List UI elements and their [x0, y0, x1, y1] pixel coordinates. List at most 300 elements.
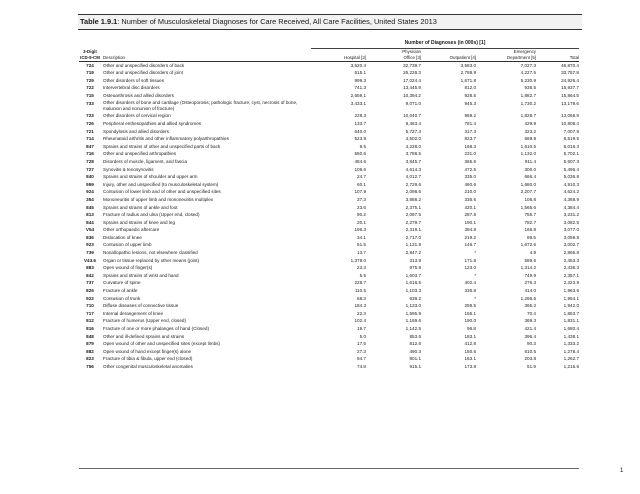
table-body	[79, 61, 579, 370]
table-row	[79, 348, 579, 356]
hospital-cell: 515.1	[354, 70, 366, 76]
icd-code-cell: 737	[86, 280, 94, 286]
icd-code-cell: 722	[86, 85, 94, 91]
icd-code-cell: 714	[86, 136, 94, 142]
outpatient-cell: 96.8	[467, 326, 476, 331]
total-cell: 15,864.5	[561, 92, 579, 98]
outpatient-cell: 812.0	[464, 85, 476, 91]
physician-office-cell: 2,097.5	[405, 212, 421, 218]
group-header: Number of Diagnoses (in 000s) [1]	[311, 40, 579, 48]
hospital-cell: 107.9	[354, 189, 366, 195]
total-cell: 1,954.1	[563, 295, 579, 301]
hospital-cell: 51.5	[357, 242, 366, 248]
total-cell: 33,757.8	[561, 70, 579, 76]
total-cell: 3,059.8	[563, 234, 579, 240]
outpatient-cell: 190.0	[464, 318, 476, 324]
table-row	[79, 333, 579, 341]
emergency-department-cell: 666.4	[524, 174, 536, 180]
table-row	[79, 257, 579, 265]
description-cell: Rheumatoid arthritis and other inflammatory polyarthropathies	[103, 136, 229, 142]
outpatient-cell: 173.8	[464, 363, 476, 369]
outpatient-cell: 165.1	[464, 310, 476, 316]
physician-office-cell: 1,131.9	[405, 242, 421, 248]
emergency-department-cell: 1,610.5	[520, 143, 536, 149]
table-row	[79, 188, 579, 196]
total-cell: 4,624.2	[563, 189, 579, 195]
col-header-description: Description	[101, 55, 311, 62]
table-row	[79, 204, 579, 212]
outpatient-cell: 163.1	[464, 356, 476, 362]
icd-code-cell: 959	[86, 181, 94, 187]
hospital-cell: 27.3	[357, 348, 366, 354]
total-cell: 13,066.9	[561, 113, 579, 119]
outpatient-cell: 336.6	[464, 196, 476, 202]
icd-code-cell: V54	[85, 227, 95, 233]
hospital-cell: 3,520.4	[350, 62, 366, 68]
physician-office-cell: 2,729.6	[405, 181, 421, 187]
table-row	[79, 166, 579, 174]
description-cell: Other orthopaedic aftercare	[103, 227, 160, 233]
icd-code-cell: 882	[86, 348, 94, 354]
description-cell: Other disorders of soft tissues	[103, 77, 165, 83]
table-row	[79, 158, 579, 166]
total-cell: 3,082.5	[563, 219, 579, 225]
table-row	[79, 279, 579, 287]
description-cell: Other and ill-defined sprains and strains	[103, 333, 185, 339]
physician-office-cell: 5,727.4	[405, 128, 421, 134]
physician-office-cell: 853.6	[409, 333, 421, 339]
outpatient-cell: 928.5	[464, 92, 476, 98]
outpatient-cell: 823.7	[464, 136, 476, 142]
total-cell: 5,496.4	[563, 166, 579, 172]
hospital-cell: 741.3	[354, 85, 366, 91]
outpatient-cell: *	[474, 250, 476, 256]
total-cell: 1,215.6	[563, 363, 579, 369]
physician-office-cell: 4,228.0	[405, 143, 421, 149]
description-cell: Other disorders of cervical region	[103, 113, 171, 119]
description-cell: Curvature of spine	[103, 280, 141, 286]
table-row	[79, 287, 579, 295]
description-cell: Open wound of finger(s)	[103, 265, 153, 271]
total-cell: 3,231.2	[563, 212, 579, 218]
description-cell: Osteoarthrosis and allied disorders	[103, 92, 174, 98]
description-cell: Contusion of trunk	[103, 295, 141, 301]
table-row	[79, 135, 579, 143]
emergency-department-cell: 669.9	[524, 136, 536, 142]
icd-code-cell: 723	[86, 113, 94, 119]
hospital-cell: 20.1	[357, 219, 366, 225]
emergency-department-cell: 1,730.2	[520, 100, 536, 106]
description-cell: Disorders of muscle, ligament, and fascia	[103, 158, 187, 164]
emergency-department-cell: 396.4	[524, 333, 536, 339]
outpatient-cell: 171.8	[464, 257, 476, 263]
table-row	[79, 181, 579, 189]
hospital-cell: 133.7	[354, 120, 366, 126]
outpatient-cell: 394.8	[464, 227, 476, 233]
description-cell: Contusion of upper limb	[103, 242, 152, 248]
total-cell: 10,808.4	[561, 120, 579, 126]
icd-code-cell: 844	[86, 219, 94, 225]
page-number: 1	[620, 468, 624, 474]
emergency-department-cell: 421.4	[524, 326, 536, 331]
hospital-cell: 17.5	[357, 341, 366, 347]
icd-code-cell: 879	[86, 341, 94, 347]
outpatient-cell: 412.8	[464, 341, 476, 347]
physician-office-cell: 2,375.1	[405, 204, 421, 210]
outpatient-cell: 2,788.9	[460, 70, 476, 76]
description-cell: Other disorders of bone and cartilage (Osteoporosis; pathologic fracture, cyst, necrosis of bone, malunion and nonunion of fracture)	[103, 99, 298, 111]
icd-code-cell: 728	[86, 158, 94, 164]
emergency-department-cell: 89.5	[527, 234, 536, 240]
emergency-department-cell: 7,027.3	[520, 62, 536, 68]
physician-office-cell: 10,040.7	[403, 113, 421, 119]
table-title	[78, 14, 582, 30]
emergency-department-cell: 5,230.9	[520, 77, 536, 83]
physician-office-cell: 9,071.0	[405, 100, 421, 106]
table-row	[79, 92, 579, 100]
emergency-department-cell: 4.9	[529, 250, 536, 256]
outpatient-cell: 781.4	[464, 120, 476, 126]
emergency-department-cell: 1,828.7	[520, 113, 536, 119]
table-row	[79, 241, 579, 249]
diagnoses-table	[79, 40, 579, 371]
table-row	[79, 69, 579, 77]
hospital-cell: 94.7	[357, 356, 366, 362]
table-row	[79, 226, 579, 234]
icd-code-cell: 840	[86, 174, 94, 180]
emergency-department-cell: 276.3	[524, 280, 536, 286]
hospital-cell: 9.5	[359, 143, 366, 149]
emergency-department-cell: 1,882.7	[520, 92, 536, 98]
physician-office-cell: 801.1	[409, 356, 421, 362]
physician-office-cell: 3,845.7	[405, 158, 421, 164]
total-cell: 1,680.4	[563, 326, 579, 331]
physician-office-cell: 2,279.7	[405, 219, 421, 225]
physician-office-cell: 26,226.3	[403, 70, 421, 76]
col-header-hospital: Hospital [2]	[311, 55, 366, 62]
bottom-rule	[79, 468, 579, 469]
emergency-department-cell: 782.7	[524, 219, 536, 225]
icd-code-cell: 922	[86, 295, 94, 301]
emergency-department-cell: 938.5	[524, 85, 536, 91]
outpatient-cell: 231.0	[464, 151, 476, 157]
physician-office-cell: 1,616.5	[405, 280, 421, 286]
description-cell: Sprains and strains of shoulder and upper arm	[103, 174, 198, 180]
outpatient-cell: 335.0	[464, 174, 476, 180]
hospital-cell: 5.0	[359, 333, 366, 339]
table-row	[79, 310, 579, 318]
total-cell: 2,357.1	[563, 272, 579, 278]
table-row	[79, 272, 579, 280]
icd-code-cell: 716	[86, 151, 94, 157]
icd-code-cell: 724	[86, 62, 94, 68]
emergency-department-cell: 1,680.0	[520, 181, 536, 187]
physician-office-cell: 1,103.3	[405, 288, 421, 294]
description-cell: Fracture of ankle	[103, 288, 138, 294]
hospital-cell: 484.6	[354, 158, 366, 164]
col-header-emergency-line2: Department [5]	[476, 55, 536, 62]
total-cell: 1,853.7	[563, 310, 579, 316]
description-cell: Intervertebral disc disorders	[103, 85, 160, 91]
icd-code-cell: 836	[86, 234, 94, 240]
hospital-cell: 184.3	[354, 303, 366, 309]
emergency-department-cell: 429.9	[524, 120, 536, 126]
total-cell: 1,831.1	[563, 318, 579, 324]
hospital-cell: 109.6	[354, 166, 366, 172]
description-cell: Sprains and strains of ankle and foot	[103, 204, 178, 210]
description-cell: Open wound of other and unspecified sites (except limbs)	[103, 341, 220, 347]
col-header-physician-line1: Physician	[402, 48, 421, 54]
col-header-code-line2: ICD-9-CM	[80, 54, 100, 60]
physician-office-cell: 313.9	[409, 257, 421, 263]
hospital-cell: 68.3	[357, 295, 366, 301]
emergency-department-cell: 369.3	[524, 318, 536, 324]
emergency-department-cell: 166.8	[524, 227, 536, 233]
outpatient-cell: 210.0	[464, 189, 476, 195]
hospital-cell: 1,378.0	[350, 257, 366, 263]
emergency-department-cell: 1,266.6	[520, 295, 536, 301]
total-cell: 13,179.6	[561, 100, 579, 106]
total-cell: 24,926.4	[561, 77, 579, 83]
outpatient-cell: 287.8	[464, 212, 476, 218]
total-cell: 1,963.6	[563, 288, 579, 294]
physician-office-cell: 4,502.0	[405, 136, 421, 142]
hospital-cell: 999.3	[354, 77, 366, 83]
emergency-department-cell: 90.3	[527, 341, 536, 347]
hospital-cell: 90.2	[357, 212, 366, 218]
hospital-cell: 24.7	[357, 174, 366, 180]
description-cell: Fracture of one or more phalanges of hand (Closed)	[103, 326, 209, 331]
icd-code-cell: 719	[86, 70, 94, 76]
physician-office-cell: 2,847.2	[405, 250, 421, 256]
hospital-cell: 74.8	[357, 363, 366, 369]
table-row	[79, 363, 579, 371]
outpatient-cell: 420.1	[464, 204, 476, 210]
table-row	[79, 302, 579, 310]
total-cell: 4,368.9	[563, 196, 579, 202]
table-row	[79, 128, 579, 136]
hospital-cell: 22.3	[357, 310, 366, 316]
table-row	[79, 143, 579, 151]
hospital-cell: 3,433.1	[350, 100, 366, 106]
description-cell: Synovitis & tenosynovitis	[103, 166, 154, 172]
table-row	[79, 173, 579, 181]
emergency-department-cell: 749.9	[524, 272, 536, 278]
table-row	[79, 234, 579, 242]
icd-code-cell: 733	[86, 100, 94, 106]
col-header-outpatient: Outpatient [4]	[421, 55, 476, 62]
total-cell: 4,384.4	[563, 204, 579, 210]
physician-office-cell: 915.1	[409, 363, 421, 369]
physician-office-cell: 10,394.2	[403, 92, 421, 98]
outpatient-cell: 945.3	[464, 100, 476, 106]
table-row	[79, 120, 579, 128]
total-cell: 46,870.4	[561, 62, 579, 68]
physician-office-cell: 17,024.4	[403, 77, 421, 83]
total-cell: 2,453.3	[563, 257, 579, 263]
emergency-department-cell: 70.4	[527, 310, 536, 316]
emergency-department-cell: 911.4	[524, 158, 536, 164]
emergency-department-cell: 4,227.5	[520, 70, 536, 76]
description-cell: Peripheral enthesopathies and allied syndromes	[103, 120, 202, 126]
outpatient-cell: *	[474, 295, 476, 301]
total-cell: 1,262.7	[563, 356, 579, 362]
total-cell: 2,436.3	[563, 265, 579, 271]
outpatient-cell: 335.8	[464, 288, 476, 294]
icd-code-cell: 715	[86, 92, 94, 98]
table-row	[79, 249, 579, 257]
icd-code-cell: 717	[86, 310, 94, 316]
total-cell: 1,942.0	[563, 303, 579, 309]
icd-code-cell: 883	[86, 265, 94, 271]
table-row	[79, 150, 579, 158]
col-header-emergency-line1: Emergency	[513, 48, 536, 54]
hospital-cell: 2,659.1	[350, 92, 366, 98]
description-cell: Spondylosis and allied disorders	[103, 128, 169, 134]
physician-office-cell: 32,739.7	[403, 62, 421, 68]
description-cell: Other and unspecified arthropathies	[103, 151, 177, 157]
description-cell: Organ or tissue replaced by other means (joint)	[103, 257, 200, 263]
col-header-code-line1: 3-Digit	[83, 48, 97, 54]
physician-office-cell: 2,098.6	[405, 189, 421, 195]
total-cell: 7,007.9	[563, 128, 579, 134]
emergency-department-cell: 323.2	[524, 128, 536, 134]
emergency-department-cell: 203.8	[524, 356, 536, 362]
total-cell: 15,937.7	[561, 85, 579, 91]
table-title-text: : Number of Musculoskeletal Diagnoses for Care Received, All Care Facilities, United States 2013	[117, 17, 437, 26]
emergency-department-cell: 755.7	[524, 212, 536, 218]
outpatient-cell: 146.7	[464, 242, 476, 248]
physician-office-cell: 1,169.6	[405, 318, 421, 324]
emergency-department-cell: 300.0	[524, 166, 536, 172]
col-header-total: Total	[536, 55, 579, 62]
icd-code-cell: 726	[86, 120, 94, 126]
table-row	[79, 317, 579, 325]
icd-code-cell: 842	[86, 272, 94, 278]
total-cell: 5,036.8	[563, 174, 579, 180]
icd-code-cell: V43.6	[83, 257, 96, 263]
table-row	[79, 112, 579, 120]
description-cell: Mononeuritis of upper limb and mononeuritis multiplex	[103, 196, 214, 202]
hospital-cell: 228.7	[354, 280, 366, 286]
emergency-department-cell: 2,207.7	[520, 189, 536, 195]
hospital-cell: 550.6	[354, 151, 366, 157]
hospital-cell: 5.5	[359, 272, 366, 278]
icd-code-cell: 756	[86, 363, 94, 369]
physician-office-cell: 975.8	[409, 265, 421, 271]
total-cell: 3,077.0	[563, 227, 579, 233]
table-row	[79, 264, 579, 272]
icd-code-cell: 848	[86, 333, 94, 339]
physician-office-cell: 812.6	[409, 341, 421, 347]
total-cell: 6,519.5	[563, 136, 579, 142]
total-cell: 6,016.3	[563, 143, 579, 149]
icd-code-cell: 816	[86, 326, 94, 331]
total-cell: 5,607.3	[563, 158, 579, 164]
hospital-cell: 640.0	[354, 128, 366, 134]
description-cell: Internal derangement of knee	[103, 310, 164, 316]
description-cell: Other congenital musculoskeletal anomalies	[103, 363, 193, 369]
outpatient-cell: 365.6	[464, 158, 476, 164]
physician-office-cell: 9,463.4	[405, 120, 421, 126]
emergency-department-cell: 1,565.6	[520, 204, 536, 210]
hospital-cell: 228.3	[354, 113, 366, 119]
description-cell: Other and unspecified disorders of back	[103, 62, 185, 68]
emergency-department-cell: 365.2	[524, 303, 536, 309]
physician-office-cell: 13,445.9	[403, 85, 421, 91]
table-row	[79, 355, 579, 363]
total-cell: 1,333.2	[563, 341, 579, 347]
icd-code-cell: 813	[86, 212, 94, 218]
table-row	[79, 211, 579, 219]
description-cell: Contusion of lower limb and of other and unspecified sites	[103, 189, 221, 195]
icd-code-cell: 826	[86, 288, 94, 294]
total-cell: 2,323.9	[563, 280, 579, 286]
hospital-cell: 523.9	[354, 136, 366, 142]
icd-code-cell: 727	[86, 166, 94, 172]
table-row	[79, 340, 579, 348]
outpatient-cell: 123.0	[464, 265, 476, 271]
outpatient-cell: 1,671.8	[460, 77, 476, 83]
table-row	[79, 325, 579, 333]
col-header-physician-line2: Office [3]	[366, 55, 421, 62]
hospital-cell: 34.1	[357, 234, 366, 240]
description-cell: Fracture of tibia & fibula, upper end (closed)	[103, 356, 193, 362]
description-cell: Nonallopathic lesions, not elsewhere classified	[103, 250, 198, 256]
table-row	[79, 61, 579, 69]
outpatient-cell: 190.1	[464, 219, 476, 225]
icd-code-cell: 739	[86, 250, 94, 256]
emergency-department-cell: 51.9	[527, 363, 536, 369]
outpatient-cell: 317.3	[464, 128, 476, 134]
description-cell: Dislocation of knee	[103, 234, 142, 240]
hospital-cell: 110.5	[354, 288, 366, 294]
hospital-cell: 37.3	[357, 196, 366, 202]
total-cell: 3,002.7	[563, 242, 579, 248]
outpatient-cell: *	[474, 272, 476, 278]
icd-code-cell: 721	[86, 128, 94, 134]
physician-office-cell: 4,012.7	[405, 174, 421, 180]
description-cell: Sprains and strains of knee and leg	[103, 219, 176, 225]
table-row	[79, 295, 579, 303]
emergency-department-cell: 106.8	[524, 196, 536, 202]
icd-code-cell: 923	[86, 242, 94, 248]
emergency-department-cell: 414.0	[524, 288, 536, 294]
outpatient-cell: 259.5	[464, 303, 476, 309]
outpatient-cell: 183.1	[464, 333, 476, 339]
description-cell: Fracture of radius and ulna (Upper end, closed)	[103, 212, 200, 218]
icd-code-cell: 354	[86, 196, 94, 202]
outpatient-cell: 969.2	[464, 113, 476, 119]
description-cell: Other and unspecified disorders of joint	[103, 70, 183, 76]
emergency-department-cell: 1,672.6	[520, 242, 536, 248]
physician-office-cell: 2,717.0	[405, 234, 421, 240]
hospital-cell: 23.3	[357, 265, 366, 271]
emergency-department-cell: 610.5	[524, 348, 536, 354]
hospital-cell: 60.1	[357, 181, 366, 187]
icd-code-cell: 924	[86, 189, 94, 195]
physician-office-cell: 4,614.3	[405, 166, 421, 172]
physician-office-cell: 490.3	[409, 348, 421, 354]
outpatient-cell: 219.2	[464, 234, 476, 240]
description-cell: Sprains and strains of other and unspecified parts of back	[103, 143, 221, 149]
table-row	[79, 84, 579, 92]
icd-code-cell: 710	[86, 303, 94, 309]
emergency-department-cell: 589.6	[524, 257, 536, 263]
icd-code-cell: 729	[86, 77, 94, 83]
outpatient-cell: 402.4	[464, 280, 476, 286]
table-row	[79, 219, 579, 227]
